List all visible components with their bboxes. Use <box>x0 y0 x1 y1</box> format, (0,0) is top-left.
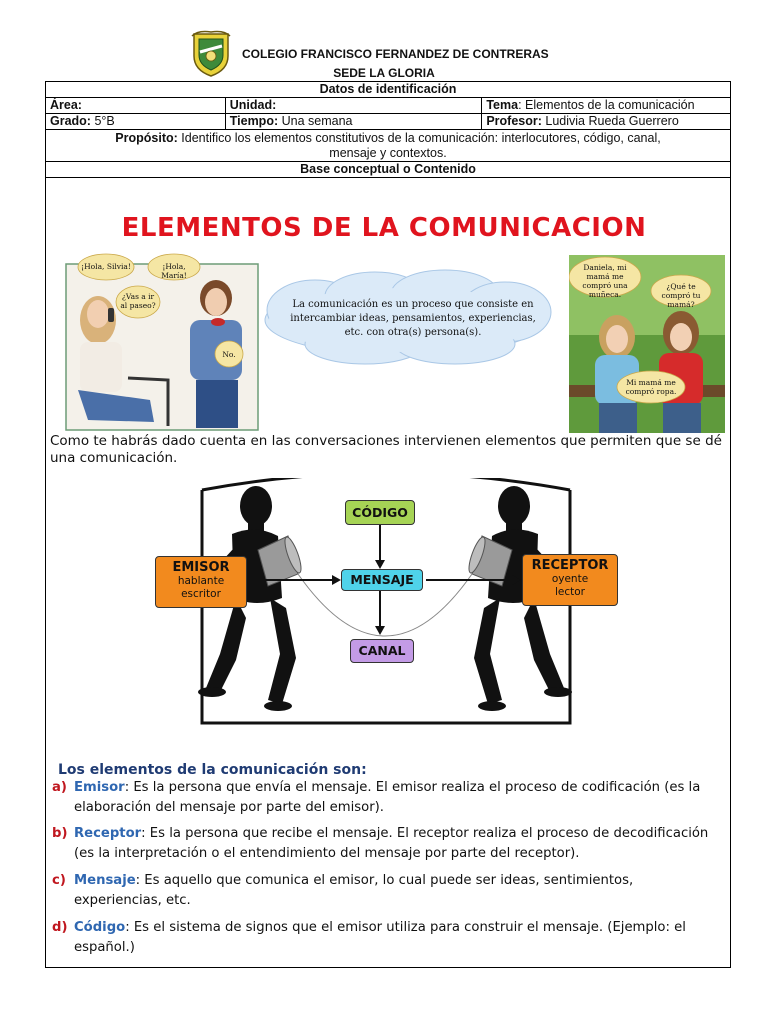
identification-heading: Datos de identificación <box>46 82 731 98</box>
emisor-title: EMISOR <box>172 560 230 575</box>
item-letter: a) <box>52 780 67 795</box>
tema-label: Tema <box>486 98 519 112</box>
receptor-title: RECEPTOR <box>531 558 609 573</box>
emisor-box <box>155 556 247 608</box>
tema-cell <box>482 98 731 114</box>
right-bubble-2: ¿Qué te compró tu mamá? <box>661 282 701 309</box>
tema-value: : Elementos de la comunicación <box>518 98 695 112</box>
codigo-box <box>345 500 415 525</box>
document-header <box>0 26 768 82</box>
elements-heading: Los elementos de la comunicación son: <box>58 762 367 778</box>
profesor-value: Ludivia Rueda Guerrero <box>541 114 679 128</box>
intro-paragraph: Como te habrás dado cuenta en las conversaciones intervienen elementos que permiten que se dé una comunicación. <box>50 433 722 466</box>
list-item-mensaje <box>52 871 722 911</box>
item-term: Código <box>74 920 126 935</box>
right-bubble-1: Daniela, mi mamá me compró una muñeca. <box>582 263 628 299</box>
girls-talking-photo <box>569 255 725 433</box>
item-text: : Es la persona que recibe el mensaje. El receptor realiza el proceso de decodificación (es la interpretación o el entendimiento del mensaje por parte del receptor). <box>74 826 709 861</box>
left-bubble-4: No. <box>222 350 236 359</box>
list-item-codigo <box>52 918 722 958</box>
item-letter: b) <box>52 826 68 841</box>
proposito-label: Propósito: <box>115 130 178 145</box>
left-bubble-1: ¡Hola, Silvia! <box>81 262 131 271</box>
codigo-label: CÓDIGO <box>352 505 408 520</box>
item-term: Emisor <box>74 780 125 795</box>
item-text: : Es la persona que envía el mensaje. El emisor realiza el proceso de codificación (es la elaboración del mensaje por parte del emisor). <box>74 780 701 815</box>
mensaje-label: MENSAJE <box>350 572 414 587</box>
receptor-box <box>522 554 618 606</box>
item-term: Receptor <box>74 826 142 841</box>
item-letter: d) <box>52 920 68 935</box>
proposito-cell <box>46 130 731 162</box>
item-term: Mensaje <box>74 873 136 888</box>
main-title: ELEMENTOS DE LA COMUNICACION <box>121 213 647 243</box>
identification-table <box>45 81 731 178</box>
item-text: : Es el sistema de signos que el emisor utiliza para construir el mensaje. (Ejemplo: el español.) <box>74 920 686 955</box>
mensaje-box <box>341 569 423 591</box>
base-conceptual-heading: Base conceptual o Contenido <box>46 162 731 178</box>
list-item-receptor <box>52 824 722 864</box>
grado-cell <box>46 114 226 130</box>
tiempo-label: Tiempo: <box>229 114 279 128</box>
communication-diagram <box>150 478 620 728</box>
unidad-cell <box>225 98 482 114</box>
tiempo-cell <box>225 114 482 130</box>
unidad-label: Unidad: <box>229 98 277 112</box>
right-bubble-3: Mi mamá me compró ropa. <box>625 378 677 396</box>
tiempo-value: Una semana <box>278 114 353 128</box>
receptor-line-1: oyente <box>551 573 589 585</box>
emisor-line-2: escritor <box>181 588 221 600</box>
communication-definition: La comunicación es un proceso que consiste en intercambiar ideas, pensamientos, experiencias, etc. con otra(s) persona(s). <box>290 299 536 338</box>
area-cell <box>46 98 226 114</box>
grado-label: Grado: <box>50 114 91 128</box>
item-letter: c) <box>52 873 66 888</box>
canal-label: CANAL <box>358 643 406 658</box>
list-item-emisor <box>52 778 722 818</box>
grado-value: 5°B <box>90 114 115 128</box>
canal-box <box>350 639 414 663</box>
receptor-line-2: lector <box>554 586 585 598</box>
profesor-cell <box>482 114 731 130</box>
area-label: Área: <box>50 98 82 112</box>
emisor-line-1: hablante <box>177 575 225 587</box>
phone-conversation-illustration <box>58 250 260 432</box>
left-bubble-3: ¿Vas a ir al paseo? <box>120 292 156 310</box>
profesor-label: Profesor: <box>486 114 542 128</box>
school-name: COLEGIO FRANCISCO FERNANDEZ DE CONTRERAS <box>242 47 549 61</box>
left-bubble-2: ¡Hola, María! <box>161 262 187 280</box>
item-text: : Es aquello que comunica el emisor, lo cual puede ser ideas, sentimientos, experiencias, etc. <box>74 873 634 908</box>
proposito-value: Identifico los elementos constitutivos de la comunicación: interlocutores, código, canal, mensaje y contextos. <box>177 130 661 160</box>
campus-name: SEDE LA GLORIA <box>333 66 435 80</box>
